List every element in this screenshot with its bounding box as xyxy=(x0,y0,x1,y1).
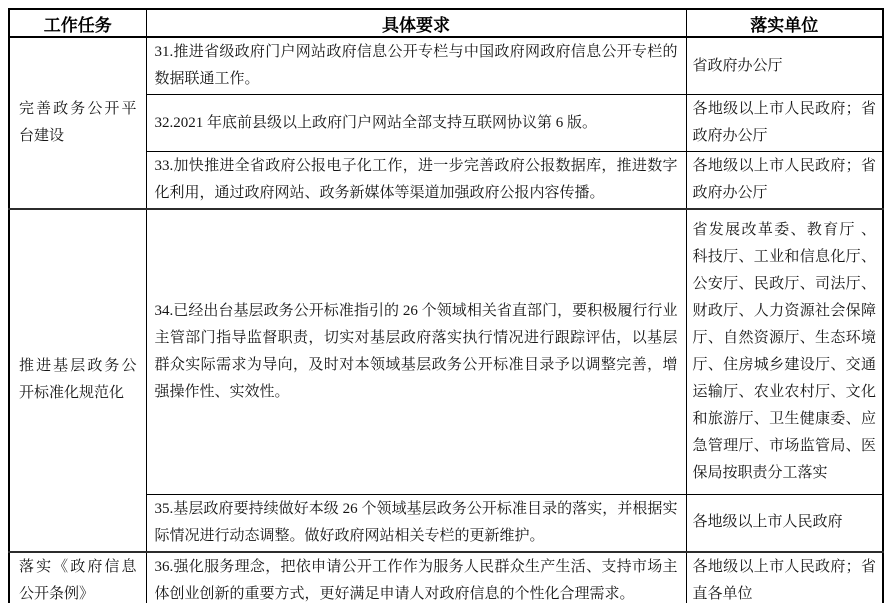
requirement-cell-36: 36.强化服务理念，把依申请公开工作作为服务人民群众生产生活、支持市场主体创业创新的重要方式，更好满足申请人对政府信息的个性化合理需求。 xyxy=(146,552,686,603)
task-cell-platform-building: 完善政务公开平台建设 xyxy=(9,37,146,209)
requirement-cell-33: 33.加快推进全省政府公报电子化工作，进一步完善政府公报数据库，推进数字化利用，通过政府网站、政务新媒体等渠道加强政府公报内容传播。 xyxy=(146,152,686,210)
table-row xyxy=(9,37,883,95)
header-implementation-unit: 落实单位 xyxy=(686,9,883,37)
requirement-cell-32: 32.2021 年底前县级以上政府门户网站全部支持互联网协议第 6 版。 xyxy=(146,95,686,152)
requirement-cell-34: 34.已经出台基层政务公开标准指引的 26 个领域相关省直部门，要积极履行行业主管部门指导监督职责，切实对基层政府落实执行情况进行跟踪评估，以基层群众实际需求为导向，及时对本领域基层政务公开标准目录予以调整完善，增强操作性、实效性。 xyxy=(146,209,686,494)
public-affairs-task-table xyxy=(8,8,884,603)
table-row xyxy=(9,552,883,603)
requirement-cell-31: 31.推进省级政府门户网站政府信息公开专栏与中国政府网政府信息公开专栏的数据联通工作。 xyxy=(146,37,686,95)
unit-cell-34: 省发展改革委、教育厅 、科技厅、工业和信息化厅、公安厅、民政厅、司法厅、财政厅、人力资源社会保障厅、自然资源厅、生态环境厅、住房城乡建设厅、交通运输厅、农业农村厅、文化和旅游厅、卫生健康委、应急管理厅、市场监管局、医保局按职责分工落实 xyxy=(686,209,883,494)
unit-cell-35: 各地级以上市人民政府 xyxy=(686,494,883,552)
table-header-row xyxy=(9,9,883,37)
header-work-task: 工作任务 xyxy=(9,9,146,37)
header-specific-requirements: 具体要求 xyxy=(146,9,686,37)
table-row xyxy=(9,209,883,494)
task-cell-grassroots-standardization: 推进基层政务公开标准化规范化 xyxy=(9,209,146,552)
unit-cell-36: 各地级以上市人民政府；省直各单位 xyxy=(686,552,883,603)
requirement-cell-35: 35.基层政府要持续做好本级 26 个领域基层政务公开标准目录的落实，并根据实际情况进行动态调整。做好政府网站相关专栏的更新维护。 xyxy=(146,494,686,552)
unit-cell-33: 各地级以上市人民政府；省政府办公厅 xyxy=(686,152,883,210)
unit-cell-32: 各地级以上市人民政府；省政府办公厅 xyxy=(686,95,883,152)
unit-cell-31: 省政府办公厅 xyxy=(686,37,883,95)
task-cell-implement-regulation: 落实《政府信息公开条例》 xyxy=(9,552,146,603)
